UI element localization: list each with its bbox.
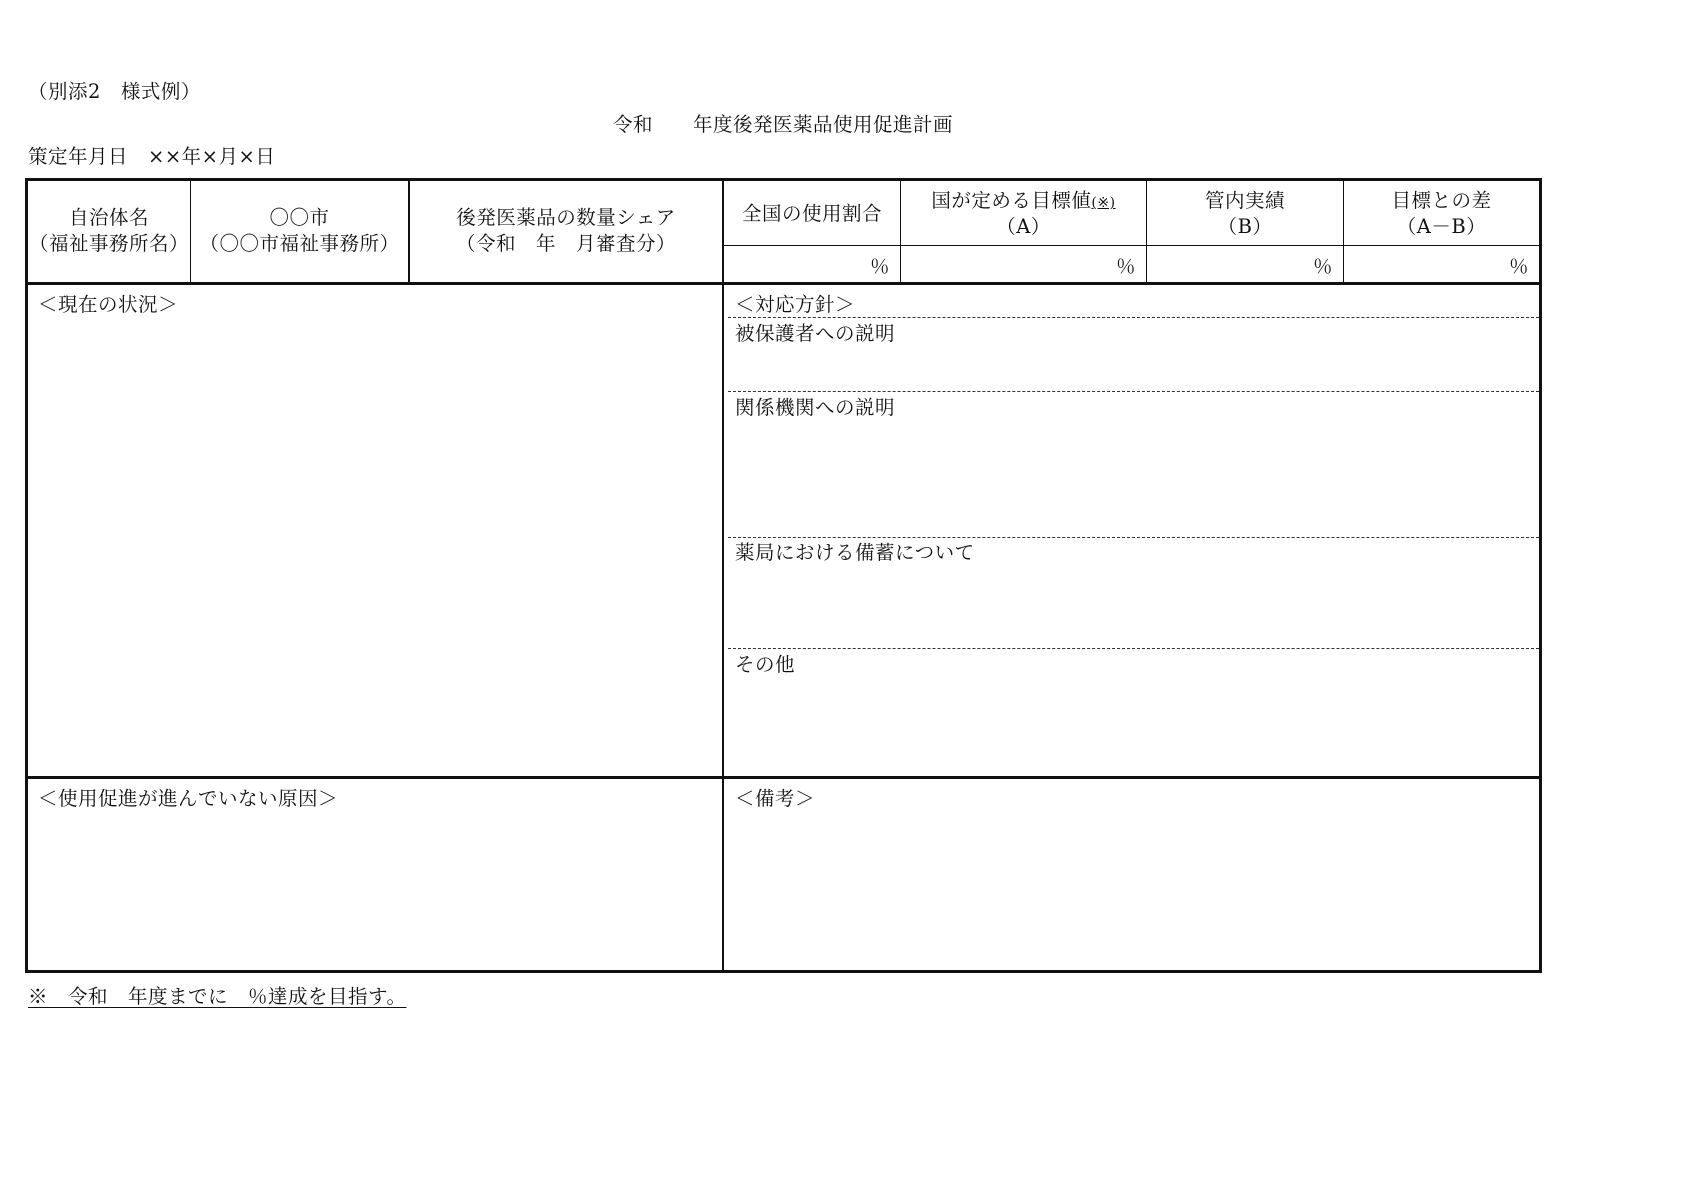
national-target-code: （A） (996, 215, 1051, 238)
policy-item-label: その他 (735, 653, 796, 676)
national-target-ref: (※) (1091, 195, 1116, 211)
causes-section[interactable] (28, 779, 722, 970)
difference-label: 目標との差 (1391, 189, 1492, 212)
policy-item-label: 被保護者への説明 (735, 322, 896, 345)
policy-item-pharmacy-stock[interactable] (724, 538, 1539, 648)
current-status-heading: ＜現在の状況＞ (38, 293, 179, 316)
national-target-label-wrap (901, 189, 1146, 215)
footnote: ※ 令和 年度までに ％達成を目指す。 (28, 985, 407, 1008)
causes-heading: ＜使用促進が進んでいない原因＞ (38, 787, 339, 810)
header-divider-2 (408, 178, 410, 283)
policy-item-other[interactable] (724, 649, 1539, 775)
date-line: 策定年月日 ××年×月×日 (28, 145, 276, 168)
percent-unit: ％ (1508, 255, 1529, 278)
national-target-label: 国が定める目標値 (931, 189, 1092, 212)
local-result-value[interactable] (1147, 255, 1333, 279)
percent-unit: ％ (1115, 255, 1136, 278)
policy-heading: ＜対応方針＞ (735, 293, 856, 316)
header-subline (724, 245, 1542, 246)
policy-item-label: 関係機関への説明 (735, 396, 896, 419)
local-result-label: 管内実績 (1204, 189, 1285, 212)
policy-item-label: 薬局における備蓄について (735, 541, 975, 564)
national-ratio-label: 全国の使用割合 (741, 202, 882, 225)
municipality-label-line2: （福祉事務所名） (28, 232, 189, 255)
document-title: 令和 年度後発医薬品使用促進計画 (613, 113, 954, 136)
percent-unit: ％ (869, 255, 890, 278)
share-label-line1: 後発医薬品の数量シェア (456, 206, 676, 229)
attachment-label: （別添2 様式例） (28, 80, 201, 103)
remarks-section[interactable] (724, 779, 1539, 970)
current-status-section[interactable] (28, 285, 722, 776)
national-ratio-value[interactable] (724, 255, 890, 279)
policy-item-institutions[interactable] (724, 392, 1539, 536)
national-target-value[interactable] (901, 255, 1136, 279)
difference-value[interactable] (1344, 255, 1529, 279)
percent-unit: ％ (1312, 255, 1333, 278)
difference-code: （A－B） (1396, 215, 1487, 238)
municipality-value-line2: （〇〇市福祉事務所） (199, 232, 400, 255)
municipality-label-line1: 自治体名 (68, 206, 149, 229)
remarks-heading: ＜備考＞ (735, 787, 816, 810)
policy-item-recipients[interactable] (724, 318, 1539, 390)
header-divider-1 (190, 178, 191, 283)
municipality-value-line1: 〇〇市 (269, 206, 330, 229)
share-label-line2: （令和 年 月審査分） (455, 232, 676, 255)
local-result-code: （B） (1217, 215, 1273, 238)
